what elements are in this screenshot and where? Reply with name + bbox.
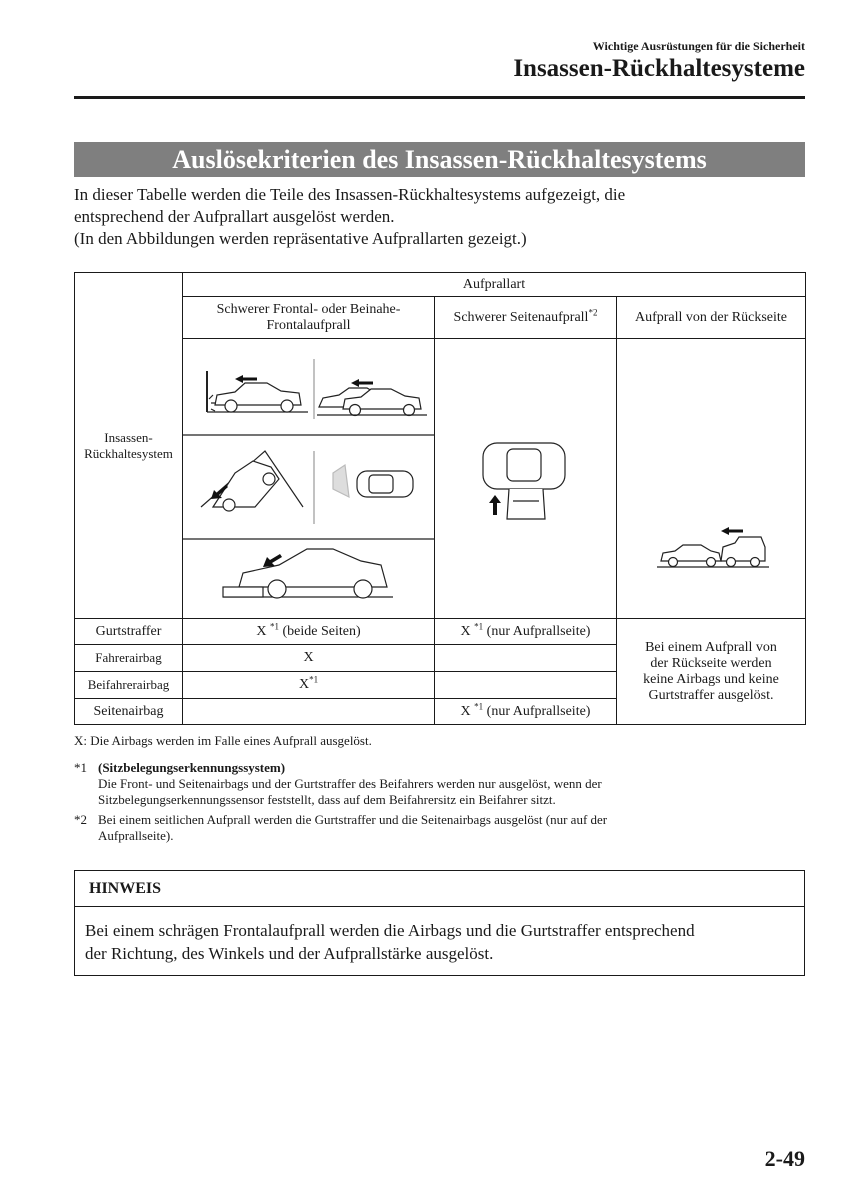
cell-suffix: (nur Aufprallseite): [483, 703, 591, 719]
frontal-impact-illustration: [183, 339, 435, 613]
row-header-line: Insassen-: [104, 429, 153, 445]
chapter-title: Insassen-Rückhaltesysteme: [513, 55, 805, 82]
hinweis-line: Bei einem schrägen Frontalaufprall werden die Airbags und die Gurtstraffer entsprechend: [85, 921, 695, 940]
intro-line: entsprechend der Aufprallart ausgelöst werden.: [74, 207, 395, 226]
col-header-rear: Aufprall von der Rückseite: [617, 297, 806, 339]
footnote-1: [74, 760, 805, 808]
rear-note-line: der Rückseite werden: [650, 655, 772, 671]
col-header-line: Schwerer Frontal- oder Beinahe-: [216, 301, 401, 317]
row-header-cell: [75, 273, 183, 619]
row-label-seitenairbag: Seitenairbag: [75, 699, 183, 725]
footnote-ref: *1: [309, 674, 319, 685]
group-header-impact-type: Aufprallart: [183, 273, 806, 297]
x-legend-note: X: Die Airbags werden im Falle eines Aufprall ausgelöst.: [74, 733, 372, 748]
cell-mark: X: [303, 650, 314, 665]
frontal-impact-illustrations: [183, 339, 435, 619]
footnote-ref: *1: [474, 700, 484, 711]
cell-suffix: (beide Seiten): [278, 623, 361, 639]
cell-mark: X: [460, 623, 471, 639]
rear-impact-illustration: [617, 339, 806, 613]
table-row: [75, 619, 806, 645]
intro-line: In dieser Tabelle werden die Teile des Insassen-Rückhaltesystems aufgezeigt, die: [74, 185, 626, 204]
footnote-line: Die Front- und Seitenairbags und der Gurtstraffer des Beifahrers werden nur ausgelöst, wenn der: [98, 776, 602, 791]
rear-note-line: Gurtstraffer ausgelöst.: [648, 687, 774, 703]
rear-note-line: Bei einem Aufprall von: [645, 639, 777, 655]
footnote-line: Sitzbelegungserkennungssensor feststellt, dass auf dem Beifahrersitz ein Beifahrer sitzt.: [98, 792, 556, 807]
col-header-line: Frontalaufprall: [266, 317, 351, 333]
rear-impact-illustration-cell: [617, 339, 806, 619]
cell-mark: X: [298, 677, 310, 692]
cell-suffix: (nur Aufprallseite): [483, 623, 591, 639]
page-number: 2-49: [764, 1146, 805, 1171]
rear-impact-note-cell: [617, 619, 806, 725]
cell-side: [435, 699, 617, 725]
hinweis-heading: HINWEIS: [75, 871, 804, 907]
cell-frontal: [183, 699, 435, 725]
hinweis-box: [74, 870, 805, 976]
side-impact-illustration-cell: [435, 339, 617, 619]
rear-note-line: keine Airbags und keine: [643, 671, 779, 687]
cell-side: [435, 672, 617, 699]
intro-line: (In den Abbildungen werden repräsentative Aufprallarten gezeigt.): [74, 229, 527, 248]
footnote-marker: *1: [74, 760, 87, 775]
footnote-line: Aufprallseite).: [98, 828, 174, 843]
col-header-frontal: [183, 297, 435, 339]
row-header-line: Rückhaltesystem: [84, 445, 173, 461]
side-impact-illustration: [435, 339, 617, 613]
cell-frontal: [183, 672, 435, 699]
cell-side: [435, 619, 617, 645]
section-title: Auslösekriterien des Insassen-Rückhaltesystems: [74, 142, 805, 177]
row-label-fahrerairbag: Fahrerairbag: [75, 645, 183, 672]
row-label-gurtstraffer: Gurtstraffer: [75, 619, 183, 645]
col-header-side: [435, 297, 617, 339]
footnote-ref: *1: [474, 620, 484, 631]
footnote-ref: *1: [269, 620, 279, 631]
cell-side: [435, 645, 617, 672]
header-divider: [74, 96, 805, 99]
hinweis-body: [75, 907, 804, 965]
footnote-marker: *2: [74, 812, 87, 827]
cell-frontal: [183, 645, 435, 672]
chapter-subtitle: Wichtige Ausrüstungen für die Sicherheit: [592, 39, 805, 53]
footnote-2: [74, 812, 805, 844]
cell-frontal: [183, 619, 435, 645]
row-label-beifahrerairbag: Beifahrerairbag: [75, 672, 183, 699]
cell-mark: X: [256, 623, 267, 639]
hinweis-line: der Richtung, des Winkels und der Aufprallstärke ausgelöst.: [85, 944, 494, 963]
intro-text: [74, 184, 805, 250]
footnote-title: (Sitzbelegungserkennungssystem): [98, 760, 286, 775]
col-header-label: Schwerer Seitenaufprall: [453, 309, 589, 325]
footnote-ref: *2: [588, 306, 598, 317]
deployment-criteria-table: [74, 272, 806, 725]
footnote-line: Bei einem seitlichen Aufprall werden die Gurtstraffer und die Seitenairbags ausgelöst (nur auf der: [98, 812, 608, 827]
cell-mark: X: [460, 703, 471, 719]
